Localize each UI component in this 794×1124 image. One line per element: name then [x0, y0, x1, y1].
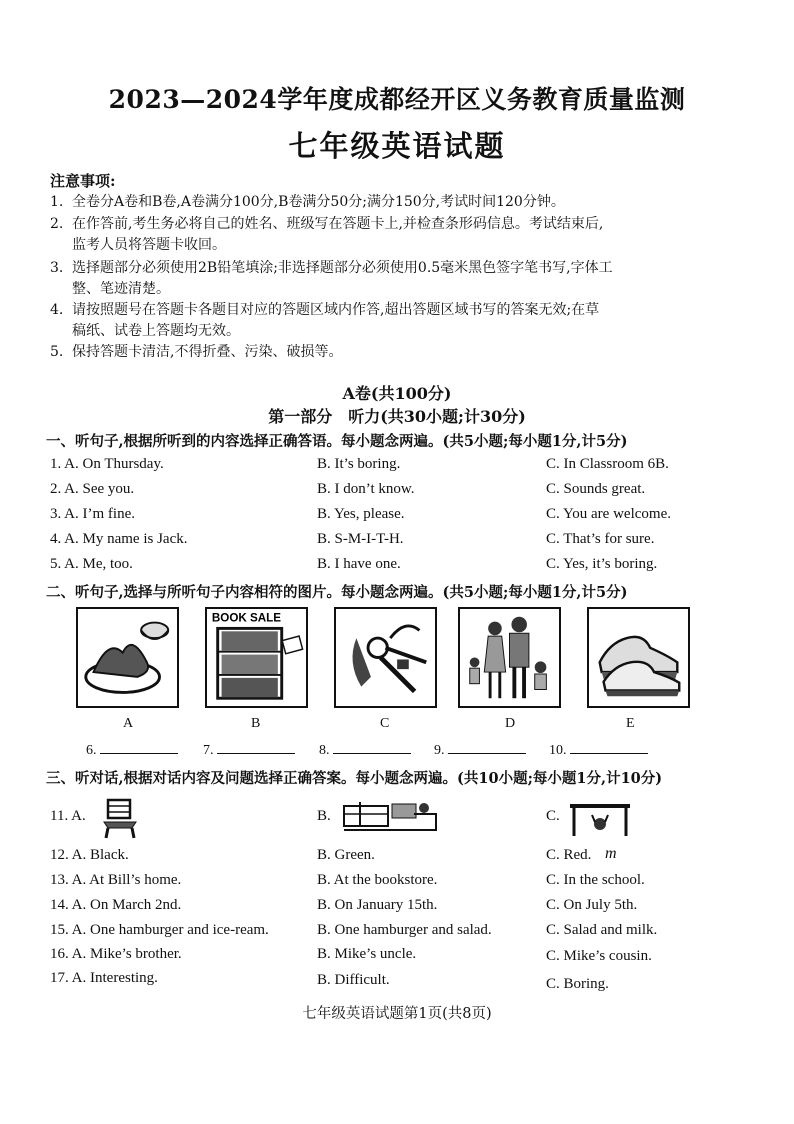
q3-instruction: 三、听对话,根据对话内容及问题选择正确答案。每小题念两遍。(共10小题;每小题1分,计10分): [46, 770, 663, 787]
keys-icon: [336, 609, 435, 706]
q3-option: 17. A. Interesting.: [50, 970, 158, 986]
q1-option: B. Yes, please.: [317, 506, 405, 522]
q3-option: 12. A. Black.: [50, 847, 129, 863]
q3-option: C. Mike’s cousin.: [546, 948, 652, 964]
chair-icon: [98, 798, 142, 840]
q1-option: C. You are welcome.: [546, 506, 671, 522]
picture-d: [458, 607, 561, 708]
answer-blank: 6.: [86, 741, 178, 759]
q1-option: 1. A. On Thursday.: [50, 456, 164, 472]
q11-option-a: 11. A.: [50, 808, 86, 824]
q3-option: B. Difficult.: [317, 972, 390, 988]
picture-label: C: [380, 716, 390, 731]
notice-item: 4. 请按照题号在答题卡各题目对应的答题区域内作答,超出答题区域书写的答案无效;在草: [50, 302, 600, 318]
notice-item-cont: 整、笔迹清楚。: [72, 281, 170, 297]
part1-heading: 第一部分 听力(共30小题;计30分): [268, 407, 526, 426]
q3-option: B. On January 15th.: [317, 897, 438, 913]
q1-option: C. That’s for sure.: [546, 531, 655, 547]
q1-option: 2. A. See you.: [50, 481, 135, 497]
section-a-heading: A卷(共100分): [342, 384, 452, 403]
answer-blank: 7.: [203, 741, 295, 759]
q1-instruction: 一、听句子,根据所听到的内容选择正确答语。每小题念两遍。(共5小题;每小题1分,计5分): [46, 433, 628, 450]
picture-b: [205, 607, 308, 708]
q3-option: C. Salad and milk.: [546, 922, 658, 938]
answer-blank: 8.: [319, 741, 411, 759]
q1-option: C. Yes, it’s boring.: [546, 556, 658, 572]
notice-item: 3. 选择题部分必须使用2B铅笔填涂;非选择题部分必须使用0.5毫米黑色签字笔书写,字体工: [50, 260, 613, 276]
q1-option: 5. A. Me, too.: [50, 556, 133, 572]
answer-blank: 10.: [549, 741, 648, 759]
notice-item-cont: 稿纸、试卷上答题均无效。: [72, 323, 240, 339]
q2-instruction: 二、听句子,选择与所听句子内容相符的图片。每小题念两遍。(共5小题;每小题1分,计5分): [46, 584, 628, 601]
picture-label: D: [505, 716, 516, 731]
q11-option-b: B.: [317, 808, 331, 824]
picture-label: A: [123, 716, 134, 731]
q11-option-c: C.: [546, 808, 560, 824]
q1-option: B. S-M-I-T-H.: [317, 531, 404, 547]
family-icon: [460, 609, 559, 706]
q1-option: 4. A. My name is Jack.: [50, 531, 188, 547]
q1-option: B. I don’t know.: [317, 481, 415, 497]
q3-option: 16. A. Mike’s brother.: [50, 946, 182, 962]
picture-c: [334, 607, 437, 708]
q3-option: B. At the bookstore.: [317, 872, 438, 888]
q3-option: B. Mike’s uncle.: [317, 946, 417, 962]
q1-option: B. It’s boring.: [317, 456, 401, 472]
notice-item: 5. 保持答题卡清洁,不得折叠、污染、破损等。: [50, 344, 343, 360]
exam-subtitle: 七年级英语试题: [288, 129, 506, 163]
desk-icon: [340, 800, 440, 834]
picture-e: [587, 607, 690, 708]
q3-option: 13. A. At Bill’s home.: [50, 872, 182, 888]
q1-option: C. In Classroom 6B.: [546, 456, 669, 472]
sneakers-icon: [589, 609, 688, 706]
picture-label: E: [626, 716, 635, 731]
q1-option: B. I have one.: [317, 556, 401, 572]
q3-option: 14. A. On March 2nd.: [50, 897, 182, 913]
q3-option: C. Red.: [546, 847, 592, 863]
picture-a: [76, 607, 179, 708]
handwritten-mark: m: [605, 845, 617, 862]
answer-blank: 9.: [434, 741, 526, 759]
q3-option: C. Boring.: [546, 976, 609, 992]
svg-text:BOOK SALE: BOOK SALE: [211, 611, 281, 625]
q1-option: C. Sounds great.: [546, 481, 646, 497]
q3-option: B. One hamburger and salad.: [317, 922, 492, 938]
q3-option: C. On July 5th.: [546, 897, 638, 913]
notice-item: 2. 在作答前,考生务必将自己的姓名、班级写在答题卡上,并检查条形码信息。考试结束后,: [50, 216, 604, 232]
notice-heading: 注意事项:: [50, 172, 116, 190]
q3-option: B. Green.: [317, 847, 375, 863]
picture-label: B: [251, 716, 261, 731]
bookshelf-icon: [207, 609, 306, 706]
q3-option: C. In the school.: [546, 872, 645, 888]
exam-title: 2023—2024学年度成都经开区义务教育质量监测: [108, 85, 686, 114]
table-icon: [568, 800, 632, 838]
q1-option: 3. A. I’m fine.: [50, 506, 135, 522]
q3-option: 15. A. One hamburger and ice-ream.: [50, 922, 269, 938]
notice-item: 1. 全卷分A卷和B卷,A卷满分100分,B卷满分50分;满分150分,考试时间120分钟。: [50, 194, 565, 210]
page-footer: 七年级英语试题第1页(共8页): [302, 1006, 492, 1022]
notice-item-cont: 监考人员将答题卡收回。: [72, 237, 226, 253]
food-plate-icon: [78, 609, 177, 706]
